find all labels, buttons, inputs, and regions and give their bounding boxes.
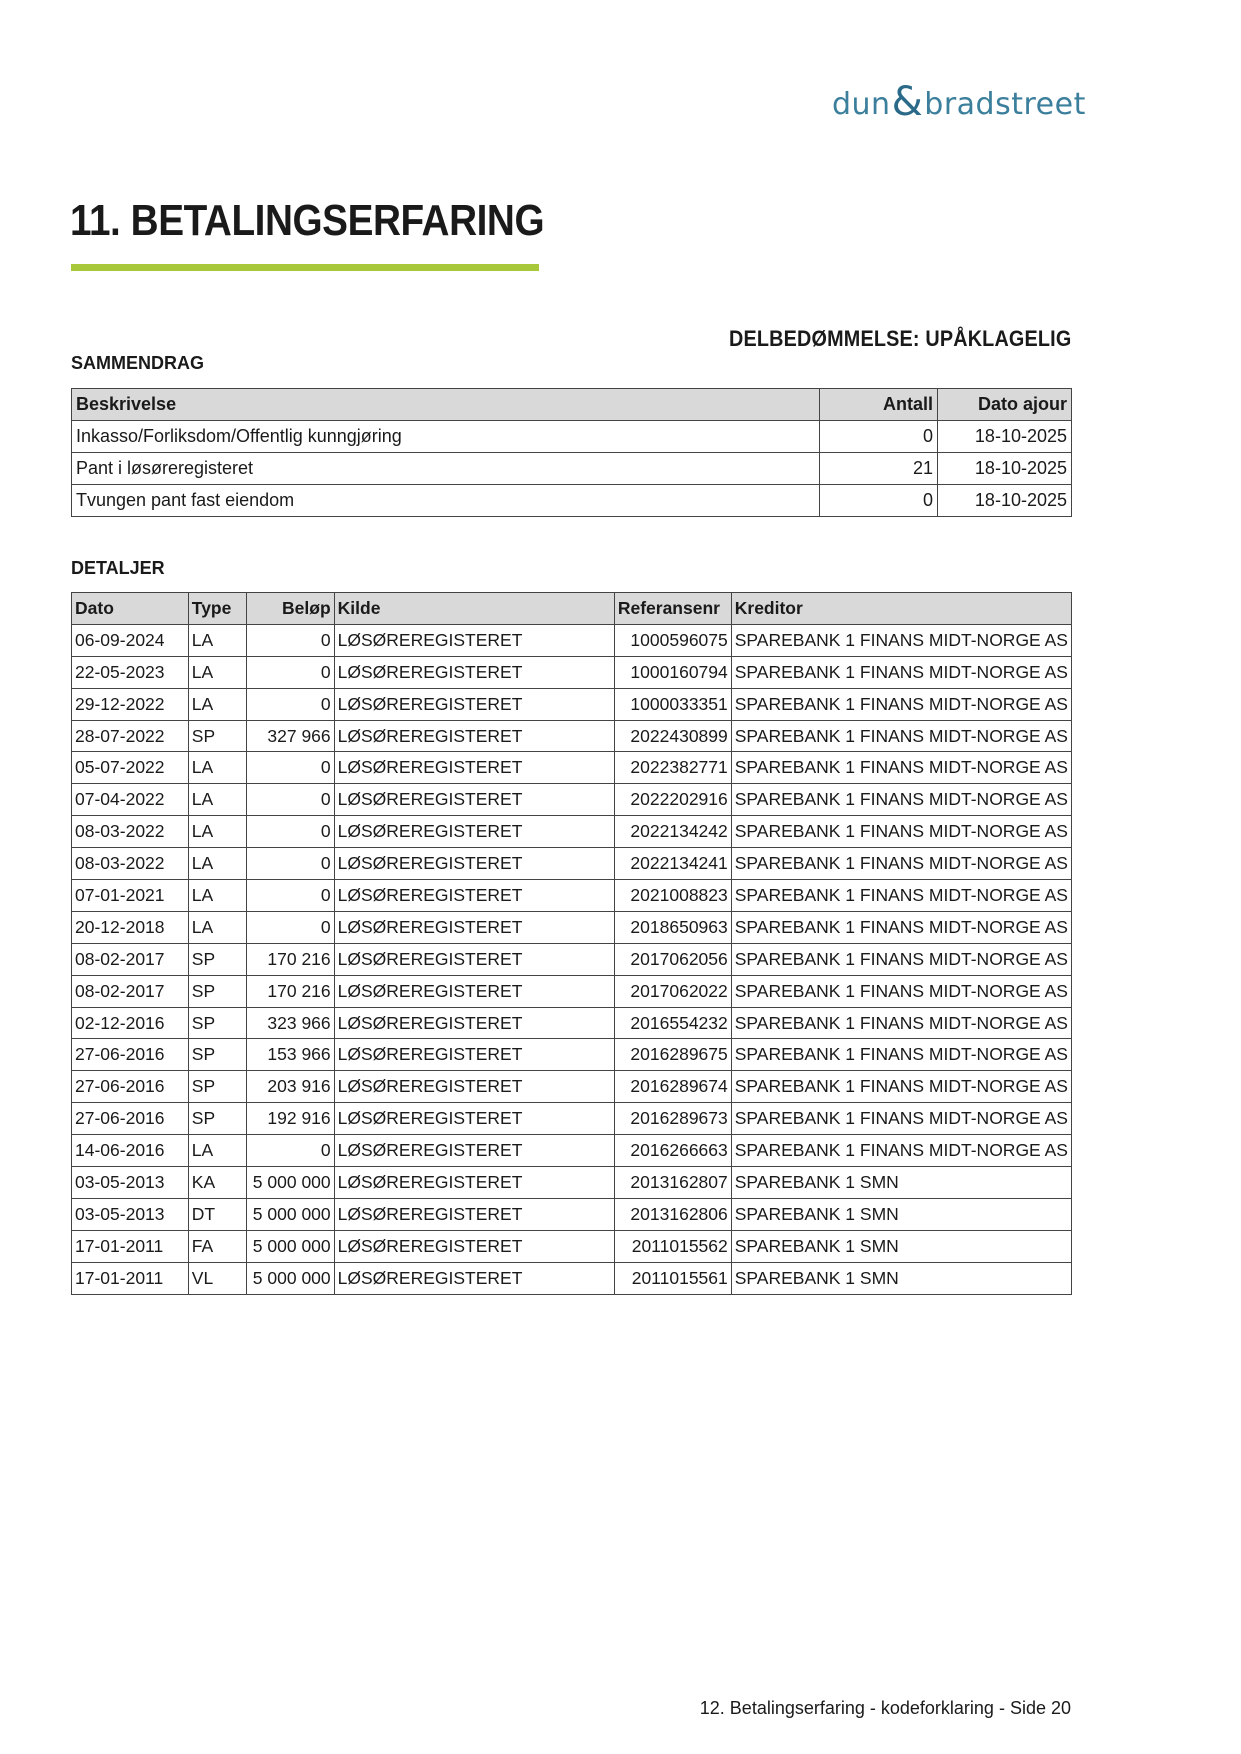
page-footer: 12. Betalingserfaring - kodeforklaring - Side 20 [699,1698,1071,1718]
details-cell-type: LA [188,688,246,720]
details-cell-referansenr: 2017062056 [614,943,731,975]
table-row [72,688,1072,720]
summary-header-beskrivelse: Beskrivelse [72,389,820,421]
details-cell-dato: 14-06-2016 [72,1135,189,1167]
details-cell-kreditor: SPAREBANK 1 FINANS MIDT-NORGE AS [731,784,1071,816]
details-header-type: Type [188,593,246,625]
details-cell-type: LA [188,880,246,912]
table-row [72,624,1072,656]
details-cell-dato: 20-12-2018 [72,911,189,943]
details-cell-kilde: LØSØREREGISTERET [334,1167,614,1199]
summary-label: SAMMENDRAG [71,353,204,373]
details-cell-type: LA [188,1135,246,1167]
details-cell-kilde: LØSØREREGISTERET [334,1198,614,1230]
details-cell-referansenr: 2021008823 [614,880,731,912]
details-cell-type: SP [188,1071,246,1103]
details-cell-type: SP [188,943,246,975]
table-row [72,880,1072,912]
summary-row [72,453,1072,485]
details-cell-kilde: LØSØREREGISTERET [334,1230,614,1262]
summary-cell-dato-ajour: 18-10-2025 [938,421,1072,453]
details-cell-kreditor: SPAREBANK 1 FINANS MIDT-NORGE AS [731,911,1071,943]
details-cell-belop: 203 916 [246,1071,334,1103]
details-cell-kilde: LØSØREREGISTERET [334,1007,614,1039]
details-cell-belop: 0 [246,784,334,816]
table-row [72,784,1072,816]
rating-heading: DELBEDØMMELSE: UPÅKLAGELIG [728,326,1071,351]
details-cell-belop: 192 916 [246,1103,334,1135]
details-cell-kreditor: SPAREBANK 1 FINANS MIDT-NORGE AS [731,752,1071,784]
summary-cell-antall: 0 [820,485,938,517]
details-cell-dato: 28-07-2022 [72,720,189,752]
details-cell-type: SP [188,720,246,752]
details-cell-dato: 29-12-2022 [72,688,189,720]
details-cell-kilde: LØSØREREGISTERET [334,656,614,688]
logo-ampersand: & [891,79,924,125]
details-cell-referansenr: 2013162806 [614,1198,731,1230]
details-header-row [72,593,1072,625]
table-row [72,943,1072,975]
details-cell-belop: 0 [246,848,334,880]
details-cell-belop: 0 [246,656,334,688]
details-cell-belop: 0 [246,624,334,656]
details-cell-referansenr: 2016289675 [614,1039,731,1071]
details-cell-kilde: LØSØREREGISTERET [334,688,614,720]
details-cell-kreditor: SPAREBANK 1 FINANS MIDT-NORGE AS [731,1039,1071,1071]
details-cell-type: LA [188,624,246,656]
table-row [72,1167,1072,1199]
details-header-kreditor: Kreditor [731,593,1071,625]
details-cell-kreditor: SPAREBANK 1 FINANS MIDT-NORGE AS [731,1135,1071,1167]
details-cell-referansenr: 2016266663 [614,1135,731,1167]
summary-cell-antall: 0 [820,421,938,453]
details-cell-belop: 170 216 [246,943,334,975]
details-cell-type: FA [188,1230,246,1262]
details-cell-kreditor: SPAREBANK 1 SMN [731,1167,1071,1199]
details-cell-dato: 08-02-2017 [72,943,189,975]
details-cell-kreditor: SPAREBANK 1 FINANS MIDT-NORGE AS [731,975,1071,1007]
details-cell-belop: 5 000 000 [246,1198,334,1230]
details-cell-referansenr: 2022134242 [614,816,731,848]
details-cell-referansenr: 2011015561 [614,1262,731,1294]
details-cell-kreditor: SPAREBANK 1 FINANS MIDT-NORGE AS [731,1007,1071,1039]
details-cell-dato: 08-02-2017 [72,975,189,1007]
details-cell-belop: 0 [246,752,334,784]
summary-header-row [72,389,1072,421]
details-cell-belop: 5 000 000 [246,1167,334,1199]
table-row [72,1007,1072,1039]
details-cell-kreditor: SPAREBANK 1 FINANS MIDT-NORGE AS [731,624,1071,656]
summary-cell-dato-ajour: 18-10-2025 [938,485,1072,517]
details-table [71,592,1072,1295]
details-cell-kreditor: SPAREBANK 1 FINANS MIDT-NORGE AS [731,943,1071,975]
details-cell-dato: 17-01-2011 [72,1262,189,1294]
details-cell-belop: 0 [246,816,334,848]
details-cell-type: LA [188,784,246,816]
details-cell-kilde: LØSØREREGISTERET [334,1103,614,1135]
details-cell-kilde: LØSØREREGISTERET [334,880,614,912]
details-cell-dato: 17-01-2011 [72,1230,189,1262]
details-cell-kreditor: SPAREBANK 1 FINANS MIDT-NORGE AS [731,1103,1071,1135]
dun-bradstreet-logo [832,78,1086,125]
table-row [72,1198,1072,1230]
details-cell-kilde: LØSØREREGISTERET [334,1135,614,1167]
details-cell-type: VL [188,1262,246,1294]
summary-cell-antall: 21 [820,453,938,485]
details-cell-kreditor: SPAREBANK 1 FINANS MIDT-NORGE AS [731,880,1071,912]
details-cell-type: LA [188,752,246,784]
details-cell-referansenr: 2017062022 [614,975,731,1007]
table-row [72,720,1072,752]
details-cell-referansenr: 2016289673 [614,1103,731,1135]
table-row [72,656,1072,688]
details-cell-dato: 06-09-2024 [72,624,189,656]
logo-text-dun: dun [832,87,891,122]
table-row [72,1262,1072,1294]
details-cell-dato: 22-05-2023 [72,656,189,688]
table-row [72,848,1072,880]
table-row [72,1103,1072,1135]
summary-row [72,421,1072,453]
details-cell-kilde: LØSØREREGISTERET [334,624,614,656]
details-cell-kreditor: SPAREBANK 1 FINANS MIDT-NORGE AS [731,688,1071,720]
details-cell-kreditor: SPAREBANK 1 FINANS MIDT-NORGE AS [731,720,1071,752]
details-cell-kreditor: SPAREBANK 1 FINANS MIDT-NORGE AS [731,848,1071,880]
details-cell-referansenr: 2016289674 [614,1071,731,1103]
table-row [72,752,1072,784]
details-cell-kilde: LØSØREREGISTERET [334,752,614,784]
details-header-referansenr: Referansenr [614,593,731,625]
details-cell-belop: 0 [246,911,334,943]
table-row [72,975,1072,1007]
details-cell-referansenr: 2022202916 [614,784,731,816]
summary-row [72,485,1072,517]
details-cell-kreditor: SPAREBANK 1 FINANS MIDT-NORGE AS [731,1071,1071,1103]
details-cell-type: SP [188,1007,246,1039]
details-cell-kilde: LØSØREREGISTERET [334,720,614,752]
details-cell-referansenr: 2018650963 [614,911,731,943]
details-cell-type: LA [188,816,246,848]
table-row [72,1230,1072,1262]
details-cell-referansenr: 2013162807 [614,1167,731,1199]
details-cell-kilde: LØSØREREGISTERET [334,816,614,848]
details-cell-dato: 03-05-2013 [72,1167,189,1199]
table-row [72,1135,1072,1167]
details-cell-kilde: LØSØREREGISTERET [334,1071,614,1103]
page-title: 11. BETALINGSERFARING [70,196,545,245]
details-cell-belop: 0 [246,880,334,912]
details-cell-kreditor: SPAREBANK 1 SMN [731,1198,1071,1230]
details-header-kilde: Kilde [334,593,614,625]
summary-table [71,388,1072,517]
details-header-belop: Beløp [246,593,334,625]
summary-cell-dato-ajour: 18-10-2025 [938,453,1072,485]
details-cell-dato: 02-12-2016 [72,1007,189,1039]
details-cell-type: SP [188,975,246,1007]
summary-cell-beskrivelse: Inkasso/Forliksdom/Offentlig kunngjøring [72,421,820,453]
details-cell-kilde: LØSØREREGISTERET [334,911,614,943]
table-row [72,911,1072,943]
details-cell-belop: 327 966 [246,720,334,752]
details-cell-dato: 08-03-2022 [72,816,189,848]
details-cell-kilde: LØSØREREGISTERET [334,848,614,880]
details-cell-referansenr: 2022382771 [614,752,731,784]
details-cell-dato: 03-05-2013 [72,1198,189,1230]
details-cell-referansenr: 2022430899 [614,720,731,752]
details-cell-kilde: LØSØREREGISTERET [334,784,614,816]
logo-text-bradstreet: bradstreet [924,87,1086,122]
details-cell-referansenr: 2011015562 [614,1230,731,1262]
details-cell-kilde: LØSØREREGISTERET [334,1262,614,1294]
details-cell-kilde: LØSØREREGISTERET [334,1039,614,1071]
details-cell-belop: 5 000 000 [246,1262,334,1294]
details-cell-kreditor: SPAREBANK 1 SMN [731,1230,1071,1262]
details-cell-belop: 0 [246,1135,334,1167]
table-row [72,1039,1072,1071]
details-label: DETALJER [71,558,165,578]
summary-header-antall: Antall [820,389,938,421]
details-cell-type: DT [188,1198,246,1230]
details-cell-type: SP [188,1103,246,1135]
details-cell-belop: 0 [246,688,334,720]
details-cell-referansenr: 2022134241 [614,848,731,880]
summary-header-dato-ajour: Dato ajour [938,389,1072,421]
details-cell-type: SP [188,1039,246,1071]
details-cell-referansenr: 1000033351 [614,688,731,720]
details-cell-dato: 27-06-2016 [72,1039,189,1071]
details-cell-dato: 07-04-2022 [72,784,189,816]
details-cell-dato: 27-06-2016 [72,1071,189,1103]
details-cell-dato: 05-07-2022 [72,752,189,784]
details-cell-referansenr: 1000160794 [614,656,731,688]
details-cell-kreditor: SPAREBANK 1 FINANS MIDT-NORGE AS [731,656,1071,688]
table-row [72,1071,1072,1103]
details-header-dato: Dato [72,593,189,625]
details-cell-dato: 07-01-2021 [72,880,189,912]
details-cell-kreditor: SPAREBANK 1 FINANS MIDT-NORGE AS [731,816,1071,848]
details-cell-type: LA [188,656,246,688]
details-cell-belop: 323 966 [246,1007,334,1039]
details-cell-type: LA [188,848,246,880]
details-cell-type: KA [188,1167,246,1199]
summary-cell-beskrivelse: Pant i løsøreregisteret [72,453,820,485]
details-cell-belop: 170 216 [246,975,334,1007]
details-cell-type: LA [188,911,246,943]
details-cell-referansenr: 2016554232 [614,1007,731,1039]
details-cell-belop: 153 966 [246,1039,334,1071]
summary-cell-beskrivelse: Tvungen pant fast eiendom [72,485,820,517]
details-cell-belop: 5 000 000 [246,1230,334,1262]
details-cell-referansenr: 1000596075 [614,624,731,656]
details-cell-dato: 27-06-2016 [72,1103,189,1135]
details-cell-dato: 08-03-2022 [72,848,189,880]
details-cell-kreditor: SPAREBANK 1 SMN [731,1262,1071,1294]
details-cell-kilde: LØSØREREGISTERET [334,943,614,975]
table-row [72,816,1072,848]
title-accent-bar [71,264,539,271]
details-cell-kilde: LØSØREREGISTERET [334,975,614,1007]
